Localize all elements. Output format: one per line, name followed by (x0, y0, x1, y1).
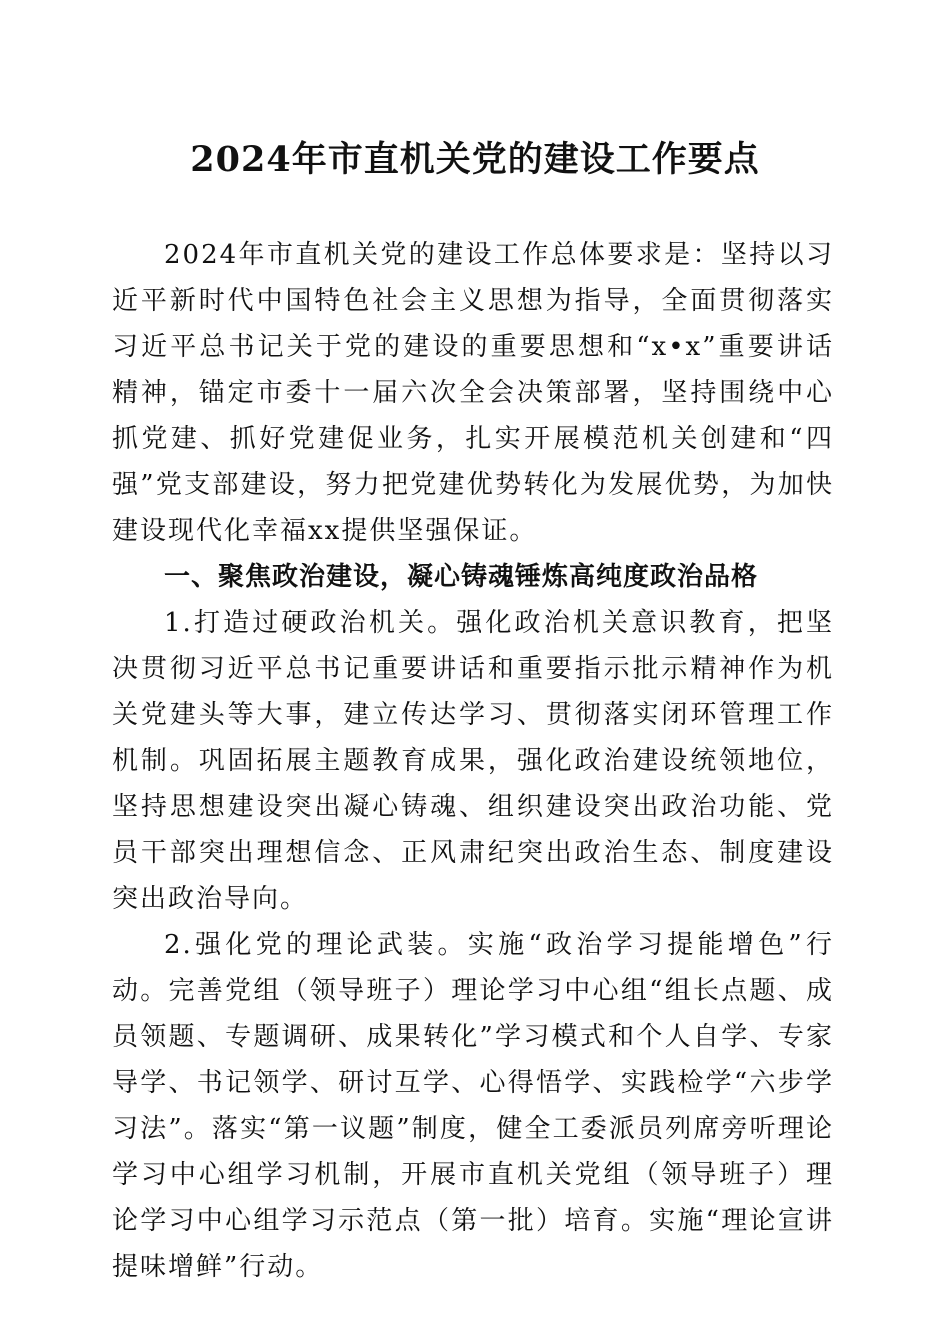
document-body (112, 232, 834, 1290)
intro-paragraph: 2024年市直机关党的建设工作总体要求是：坚持以习近平新时代中国特色社会主义思想为指导，全面贯彻落实习近平总书记关于党的建设的重要思想和“x•x”重要讲话精神，锚定市委十一届六次全会决策部署，坚持围绕中心抓党建、抓好党建促业务，扎实开展模范机关创建和“四强”党支部建设，努力把党建优势转化为发展优势，为加快建设现代化幸福xx提供坚强保证。 (112, 240, 834, 546)
item-1-paragraph: 1.打造过硬政治机关。强化政治机关意识教育，把坚决贯彻习近平总书记重要讲话和重要指示批示精神作为机关党建头等大事，建立传达学习、贯彻落实闭环管理工作机制。巩固拓展主题教育成果，强化政治建设统领地位，坚持思想建设突出凝心铸魂、组织建设突出政治功能、党员干部突出理想信念、正风肃纪突出政治生态、制度建设突出政治导向。 (112, 608, 834, 914)
document-title: 2024年市直机关党的建设工作要点 (190, 139, 760, 180)
item-2-paragraph: 2.强化党的理论武装。实施“政治学习提能增色”行动。完善党组（领导班子）理论学习中心组“组长点题、成员领题、专题调研、成果转化”学习模式和个人自学、专家导学、书记领学、研讨互学、心得悟学、实践检学“六步学习法”。落实“第一议题”制度，健全工委派员列席旁听理论学习中心组学习机制，开展市直机关党组（领导班子）理论学习中心组学习示范点（第一批）培育。实施“理论宣讲提味增鲜”行动。 (112, 930, 834, 1282)
section-1-heading: 一、聚焦政治建设，凝心铸魂锤炼高纯度政治品格 (164, 562, 759, 592)
